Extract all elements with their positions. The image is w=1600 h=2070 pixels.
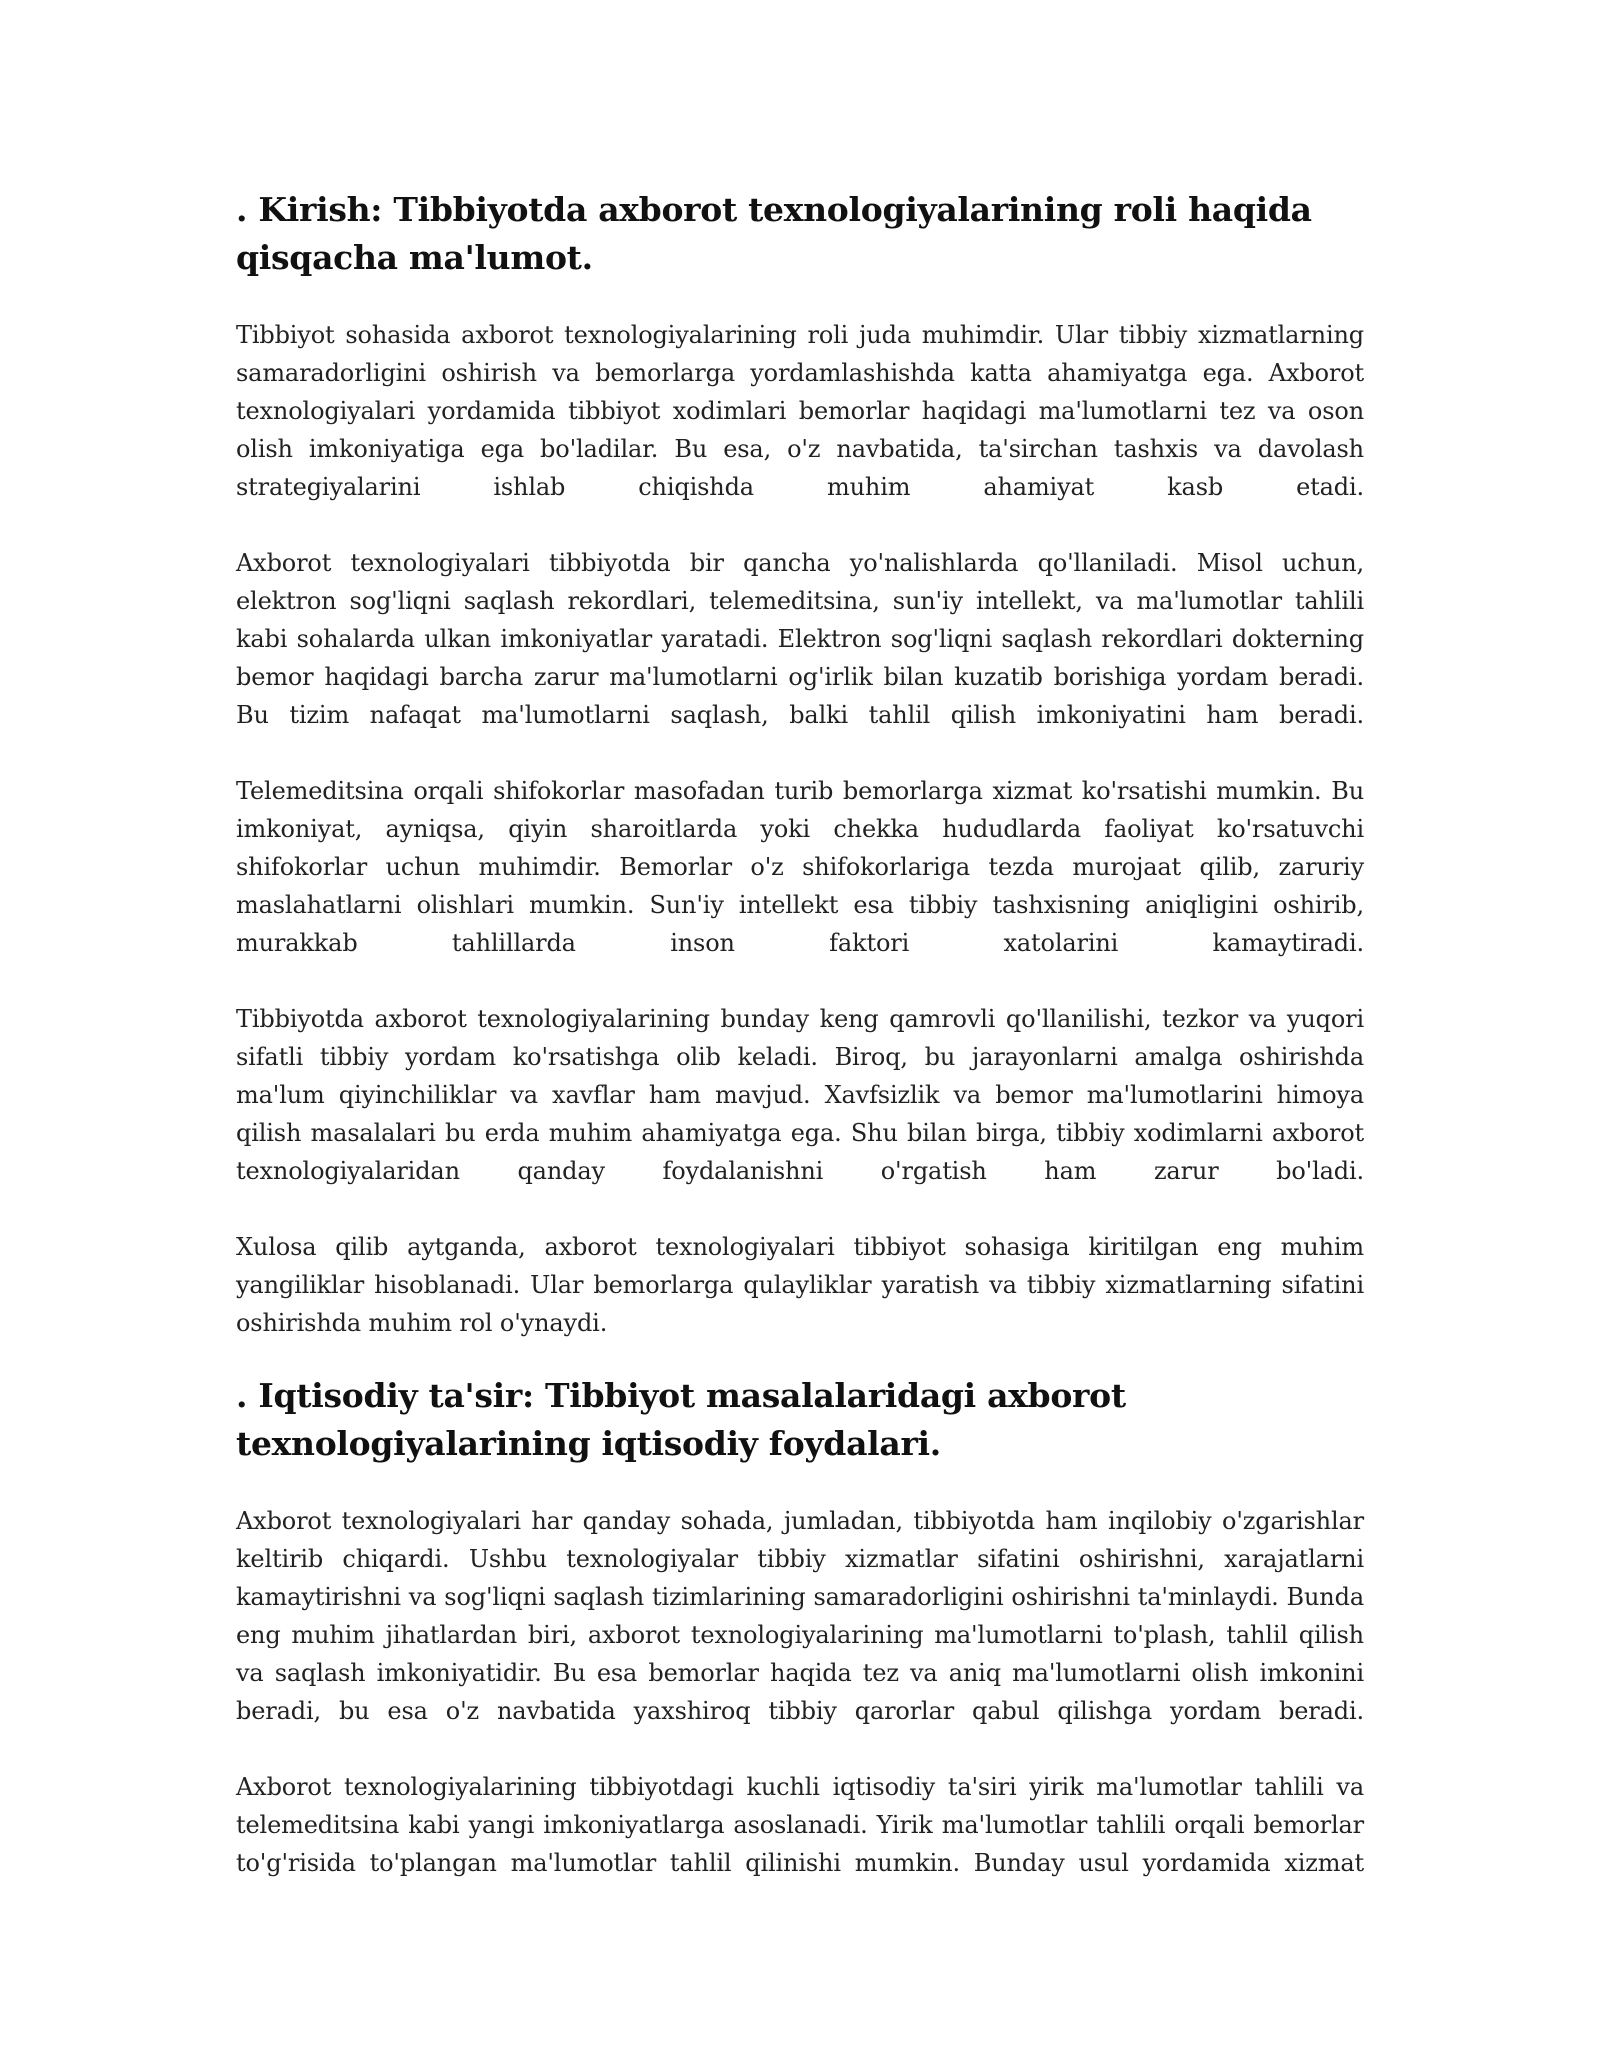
section-heading-introduction: . Kirish: Tibbiyotda axborot texnologiyalarining roli haqida qisqacha ma'lumot.	[236, 190, 1312, 277]
section-heading-economic-impact: . Iqtisodiy ta'sir: Tibbiyot masalalaridagi axborot texnologiyalarining iqtisodiy foydalari.	[236, 1376, 1126, 1463]
paragraph: Axborot texnologiyalari har qanday sohada, jumladan, tibbiyotda ham inqilobiy o'zgarishlar keltirib chiqardi. Ushbu texnologiyalar tibbiy xizmatlar sifatini oshirishni, xarajatlarni kamaytirishni va sog'liqni saqlash tizimlarining samaradorligini oshirishni ta'minlaydi. Bunda eng muhim jihatlardan biri, axborot texnologiyalarining ma'lumotlarni to'plash, tahlil qilish va saqlash imkoniyatidir. Bu esa bemorlar haqida tez va aniq ma'lumotlarni olish imkonini beradi, bu esa o'z navbatida yaxshiroq tibbiy qarorlar qabul qilishga yordam beradi.	[236, 1507, 1364, 1725]
paragraph: Tibbiyot sohasida axborot texnologiyalarining roli juda muhimdir. Ular tibbiy xizmatlarning samaradorligini oshirish va bemorlarga yordamlashishda katta ahamiyatga ega. Axborot texnologiyalari yordamida tibbiyot xodimlari bemorlar haqidagi ma'lumotlarni tez va oson olish imkoniyatiga ega bo'ladilar. Bu esa, o'z navbatida, ta'sirchan tashxis va davolash strategiyalarini ishlab chiqishda muhim ahamiyat kasb etadi.	[236, 321, 1364, 501]
paragraph: Tibbiyotda axborot texnologiyalarining bunday keng qamrovli qo'llanilishi, tezkor va yuqori sifatli tibbiy yordam ko'rsatishga olib keladi. Biroq, bu jarayonlarni amalga oshirishda ma'lum qiyinchiliklar va xavflar ham mavjud. Xavfsizlik va bemor ma'lumotlarini himoya qilish masalalari bu erda muhim ahamiyatga ega. Shu bilan birga, tibbiy xodimlarni axborot texnologiyalaridan qanday foydalanishni o'rgatish ham zarur bo'ladi.	[236, 1005, 1364, 1185]
document-page	[236, 186, 1364, 1882]
paragraph: Axborot texnologiyalari tibbiyotda bir qancha yo'nalishlarda qo'llaniladi. Misol uchun, elektron sog'liqni saqlash rekordlari, telemeditsina, sun'iy intellekt, va ma'lumotlar tahlili kabi sohalarda ulkan imkoniyatlar yaratadi. Elektron sog'liqni saqlash rekordlari dokterning bemor haqidagi barcha zarur ma'lumotlarni og'irlik bilan kuzatib borishiga yordam beradi. Bu tizim nafaqat ma'lumotlarni saqlash, balki tahlil qilish imkoniyatini ham beradi.	[236, 549, 1364, 729]
paragraph: Axborot texnologiyalarining tibbiyotdagi kuchli iqtisodiy ta'siri yirik ma'lumotlar tahlili va telemeditsina kabi yangi imkoniyatlarga asoslanadi. Yirik ma'lumotlar tahlili orqali bemorlar to'g'risida to'plangan ma'lumotlar tahlil qilinishi mumkin. Bunday usul yordamida xizmat	[236, 1773, 1364, 1877]
paragraph: Telemeditsina orqali shifokorlar masofadan turib bemorlarga xizmat ko'rsatishi mumkin. Bu imkoniyat, ayniqsa, qiyin sharoitlarda yoki chekka hududlarda faoliyat ko'rsatuvchi shifokorlar uchun muhimdir. Bemorlar o'z shifokorlariga tezda murojaat qilib, zaruriy maslahatlarni olishlari mumkin. Sun'iy intellekt esa tibbiy tashxisning aniqligini oshirib, murakkab tahlillarda inson faktori xatolarini kamaytiradi.	[236, 777, 1364, 957]
paragraph: Xulosa qilib aytganda, axborot texnologiyalari tibbiyot sohasiga kiritilgan eng muhim yangiliklar hisoblanadi. Ular bemorlarga qulayliklar yaratish va tibbiy xizmatlarning sifatini oshirishda muhim rol o'ynaydi.	[236, 1233, 1364, 1337]
